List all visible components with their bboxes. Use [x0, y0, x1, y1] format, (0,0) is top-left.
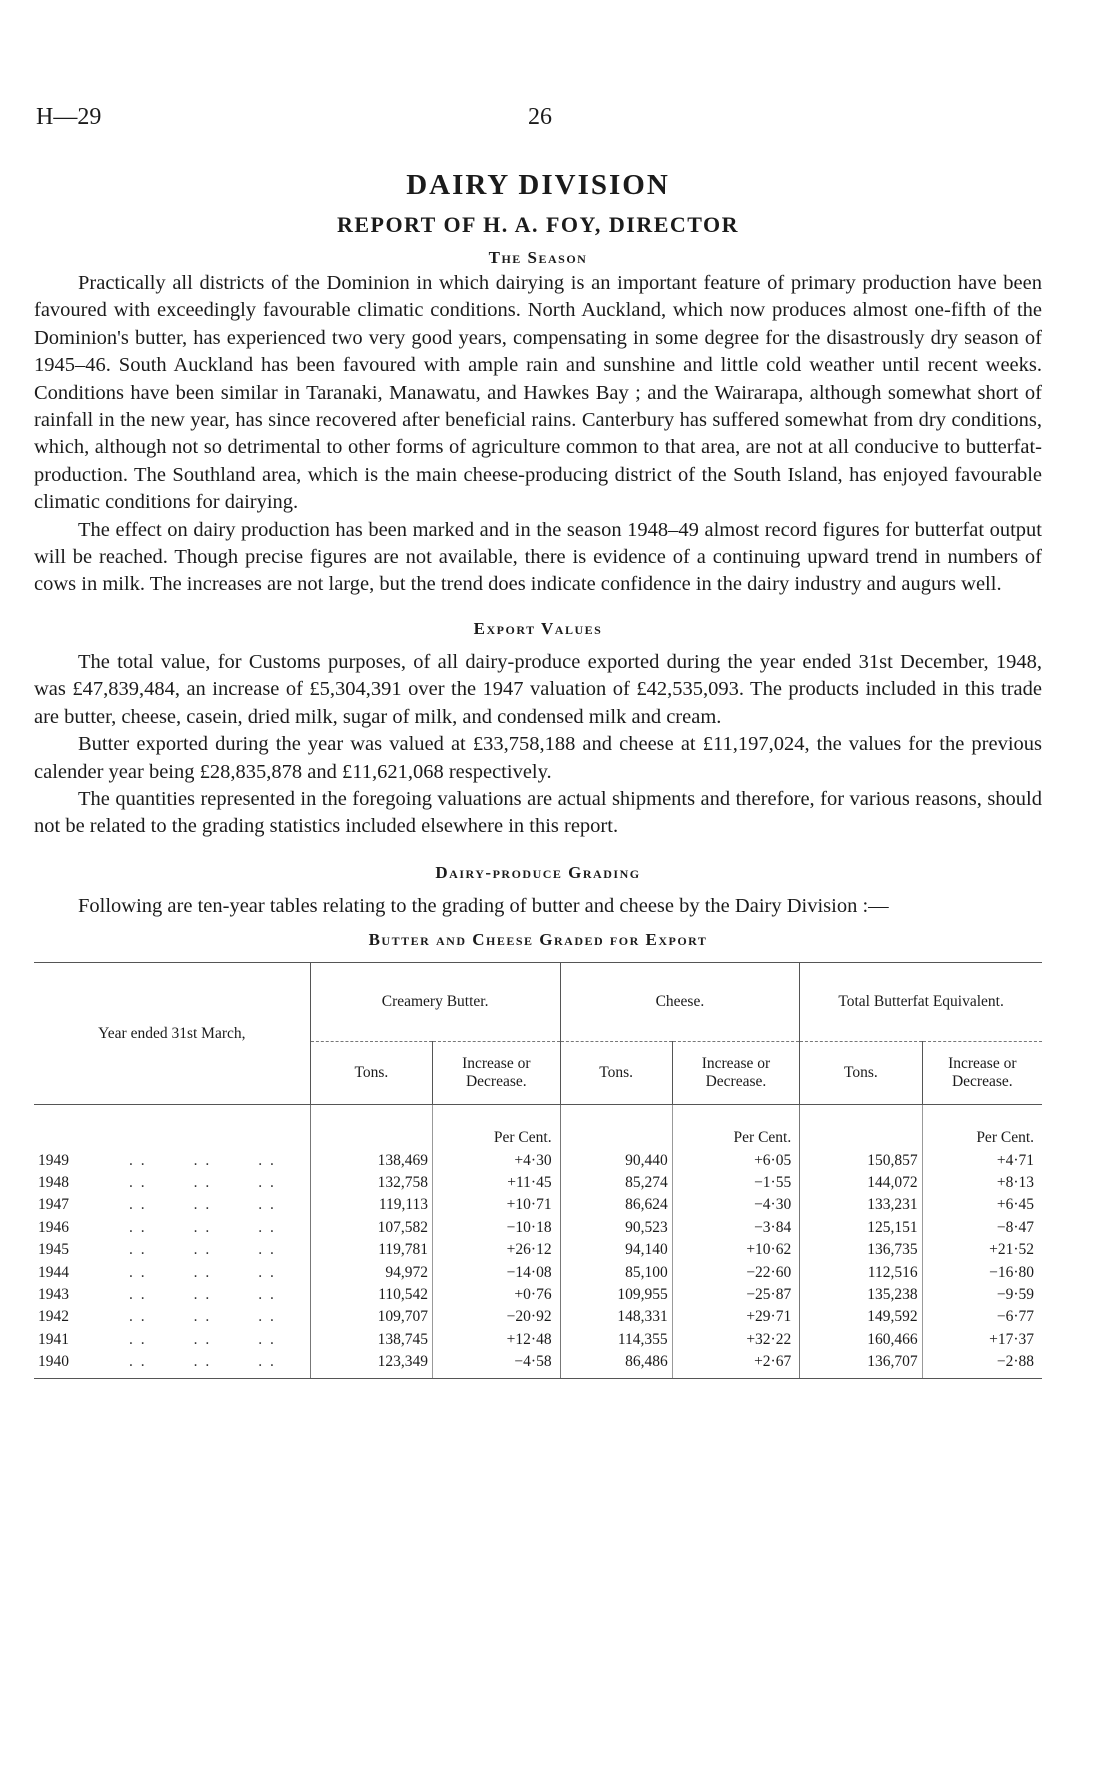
total-tons-cell: 136,707: [800, 1351, 922, 1378]
butter-change-header: Increase or Decrease.: [433, 1042, 561, 1105]
year-cell: [34, 1306, 310, 1328]
cheese-tons-cell: 86,486: [560, 1351, 672, 1378]
total-tons-cell: 112,516: [800, 1262, 922, 1284]
page-content: [34, 168, 1042, 1379]
table-body: [34, 1105, 1042, 1378]
group-header-cheese: Cheese.: [560, 963, 800, 1042]
cheese-change-cell: +10·62: [672, 1239, 800, 1261]
season-paragraph-1: Practically all districts of the Dominion in which dairying is an important feature of primary production have been favoured with exceedingly favourable climatic conditions. North Auckland, which now produces almost one-fifth of the Dominion's butter, has experienced two very good years, compensating in some degree for the disastrously dry season of 1945–46. South Auckland has been favoured with ample rain and sunshine and little cold weather until recent weeks. Conditions have been similar in Taranaki, Manawatu, and Hawkes Bay ; and the Wairarapa, although somewhat short of rainfall in the new year, has since recovered after beneficial rains. Canterbury has suffered somewhat from dry conditions, which, although not so detrimental to other forms of agriculture common to that area, are not at all conducive to butterfat-production. The Southland area, which is the main cheese-producing district of the South Island, has enjoyed favourable climatic conditions for dairying.: [34, 272, 1042, 514]
butter-tons-cell: 109,707: [310, 1306, 432, 1328]
total-change-header: Increase or Decrease.: [922, 1042, 1042, 1105]
butter-change-cell: +11·45: [433, 1172, 561, 1194]
total-unit-label: Per Cent.: [922, 1105, 1042, 1150]
butter-change-cell: +0·76: [433, 1284, 561, 1306]
cheese-tons-cell: 90,440: [560, 1150, 672, 1172]
butter-tons-cell: 107,582: [310, 1217, 432, 1239]
year-cell: [34, 1239, 310, 1261]
cheese-tons-cell: 90,523: [560, 1217, 672, 1239]
table-row: [34, 1217, 1042, 1239]
total-change-cell: +21·52: [922, 1239, 1042, 1261]
total-tons-cell: 144,072: [800, 1172, 922, 1194]
year-value: 1943: [38, 1285, 69, 1303]
butter-change-cell: +12·48: [433, 1329, 561, 1351]
leader-dots: . . . . . .: [129, 1308, 276, 1326]
year-value: 1944: [38, 1263, 69, 1281]
table-row: [34, 1329, 1042, 1351]
cheese-tons-cell: 85,100: [560, 1262, 672, 1284]
total-tons-cell: 160,466: [800, 1329, 922, 1351]
page-header: [36, 104, 1078, 134]
leader-dots: . . . . . .: [129, 1218, 276, 1236]
total-change-cell: −16·80: [922, 1262, 1042, 1284]
total-change-cell: −2·88: [922, 1351, 1042, 1378]
butter-tons-cell: 132,758: [310, 1172, 432, 1194]
year-value: 1948: [38, 1173, 69, 1191]
total-change-cell: −9·59: [922, 1284, 1042, 1306]
butter-tons-cell: 138,745: [310, 1329, 432, 1351]
cheese-change-cell: −25·87: [672, 1284, 800, 1306]
cheese-change-cell: +29·71: [672, 1306, 800, 1328]
table-row: [34, 1150, 1042, 1172]
butter-unit-label: Per Cent.: [433, 1105, 561, 1150]
year-value: 1947: [38, 1196, 69, 1214]
table-row: [34, 1194, 1042, 1216]
year-cell: [34, 1172, 310, 1194]
butter-change-cell: −20·92: [433, 1306, 561, 1328]
year-value: 1941: [38, 1330, 69, 1348]
table-title: Butter and Cheese Graded for Export: [368, 930, 708, 950]
group-header-total-butterfat: Total Butterfat Equivalent.: [800, 963, 1042, 1042]
total-tons-cell: 136,735: [800, 1239, 922, 1261]
butter-change-cell: +26·12: [433, 1239, 561, 1261]
page-number: 26: [528, 104, 552, 130]
total-tons-cell: 149,592: [800, 1306, 922, 1328]
year-value: 1942: [38, 1308, 69, 1326]
year-cell: [34, 1284, 310, 1306]
leader-dots: . . . . . .: [129, 1263, 276, 1281]
leader-dots: . . . . . .: [129, 1151, 276, 1169]
report-subtitle: REPORT OF H. A. FOY, DIRECTOR: [336, 212, 740, 237]
butter-change-cell: +4·30: [433, 1150, 561, 1172]
export-paragraph-1: The total value, for Customs purposes, of all dairy-produce exported during the year ended 31st December, 1948, was £47,839,484, an increase of £5,304,391 over the 1947 valuation of £42,535,093. The products included in this trade are butter, cheese, casein, dried milk, sugar of milk, and condensed milk and cream.: [34, 650, 1042, 728]
butter-tons-cell: 138,469: [310, 1150, 432, 1172]
leader-dots: . . . . . .: [129, 1241, 276, 1259]
cheese-tons-cell: 148,331: [560, 1306, 672, 1328]
cheese-change-cell: −3·84: [672, 1217, 800, 1239]
table-row: [34, 1262, 1042, 1284]
cheese-change-header: Increase or Decrease.: [672, 1042, 800, 1105]
cheese-change-cell: +2·67: [672, 1351, 800, 1378]
export-paragraph-3: The quantities represented in the foregoing valuations are actual shipments and therefore, for various reasons, should not be related to the grading statistics included elsewhere in this report.: [34, 787, 1042, 838]
year-cell: [34, 1217, 310, 1239]
year-value: 1946: [38, 1218, 69, 1236]
total-tons-header: Tons.: [800, 1042, 922, 1105]
butter-tons-cell: 94,972: [310, 1262, 432, 1284]
cheese-change-cell: −22·60: [672, 1262, 800, 1284]
year-value: 1940: [38, 1353, 69, 1371]
total-tons-cell: 150,857: [800, 1150, 922, 1172]
leader-dots: . . . . . .: [129, 1173, 276, 1191]
unit-row: [34, 1105, 1042, 1150]
butter-change-cell: +10·71: [433, 1194, 561, 1216]
grading-paragraph-1: Following are ten-year tables relating to the grading of butter and cheese by the Dairy Division :—: [78, 894, 889, 917]
table-row: [34, 1351, 1042, 1378]
export-paragraph-2: Butter exported during the year was valued at £33,758,188 and cheese at £11,197,024, the values for the previous calender year being £28,835,878 and £11,621,068 respectively.: [34, 733, 1042, 783]
total-change-cell: +8·13: [922, 1172, 1042, 1194]
year-cell: [34, 1194, 310, 1216]
season-paragraph-2: The effect on dairy production has been marked and in the season 1948–49 almost record figures for butterfat output will be reached. Though precise figures are not available, there is evidence of a continuing upward trend in numbers of cows in milk. The increases are not large, but the trend does indicate confidence in the dairy industry and augurs well.: [34, 518, 1042, 596]
total-change-cell: +6·45: [922, 1194, 1042, 1216]
cheese-tons-cell: 94,140: [560, 1239, 672, 1261]
table-row: [34, 1306, 1042, 1328]
year-cell: [34, 1351, 310, 1378]
cheese-tons-cell: 86,624: [560, 1194, 672, 1216]
butter-change-cell: −14·08: [433, 1262, 561, 1284]
leader-dots: . . . . . .: [129, 1196, 276, 1214]
year-cell: [34, 1329, 310, 1351]
total-tons-cell: 125,151: [800, 1217, 922, 1239]
cheese-unit-label: Per Cent.: [672, 1105, 800, 1150]
total-tons-cell: 135,238: [800, 1284, 922, 1306]
cheese-change-cell: +32·22: [672, 1329, 800, 1351]
group-header-creamery-butter: Creamery Butter.: [310, 963, 560, 1042]
section-heading-grading: Dairy-produce Grading: [435, 862, 641, 882]
section-heading-export: Export Values: [473, 618, 603, 638]
butter-tons-cell: 110,542: [310, 1284, 432, 1306]
butter-tons-cell: 123,349: [310, 1351, 432, 1378]
grading-table: [34, 962, 1042, 1378]
cheese-tons-cell: 109,955: [560, 1284, 672, 1306]
year-cell: [34, 1150, 310, 1172]
table-row: [34, 1239, 1042, 1261]
year-value: 1949: [38, 1151, 69, 1169]
leader-dots: . . . . . .: [129, 1353, 276, 1371]
total-tons-cell: 133,231: [800, 1194, 922, 1216]
leader-dots: . . . . . .: [129, 1330, 276, 1348]
document-reference: H—29: [36, 104, 102, 130]
total-change-cell: +4·71: [922, 1150, 1042, 1172]
butter-tons-cell: 119,781: [310, 1239, 432, 1261]
total-change-cell: +17·37: [922, 1329, 1042, 1351]
total-change-cell: −8·47: [922, 1217, 1042, 1239]
cheese-change-cell: −1·55: [672, 1172, 800, 1194]
year-column-header: Year ended 31st March,: [34, 963, 310, 1105]
leader-dots: . . . . . .: [129, 1285, 276, 1303]
section-heading-season: The Season: [488, 248, 588, 267]
cheese-tons-cell: 85,274: [560, 1172, 672, 1194]
butter-change-cell: −4·58: [433, 1351, 561, 1378]
butter-tons-header: Tons.: [310, 1042, 432, 1105]
cheese-tons-header: Tons.: [560, 1042, 672, 1105]
total-change-cell: −6·77: [922, 1306, 1042, 1328]
year-cell: [34, 1262, 310, 1284]
table-row: [34, 1172, 1042, 1194]
table-row: [34, 1284, 1042, 1306]
butter-change-cell: −10·18: [433, 1217, 561, 1239]
cheese-change-cell: −4·30: [672, 1194, 800, 1216]
cheese-change-cell: +6·05: [672, 1150, 800, 1172]
cheese-tons-cell: 114,355: [560, 1329, 672, 1351]
butter-tons-cell: 119,113: [310, 1194, 432, 1216]
report-title: DAIRY DIVISION: [406, 169, 670, 201]
year-value: 1945: [38, 1241, 69, 1259]
